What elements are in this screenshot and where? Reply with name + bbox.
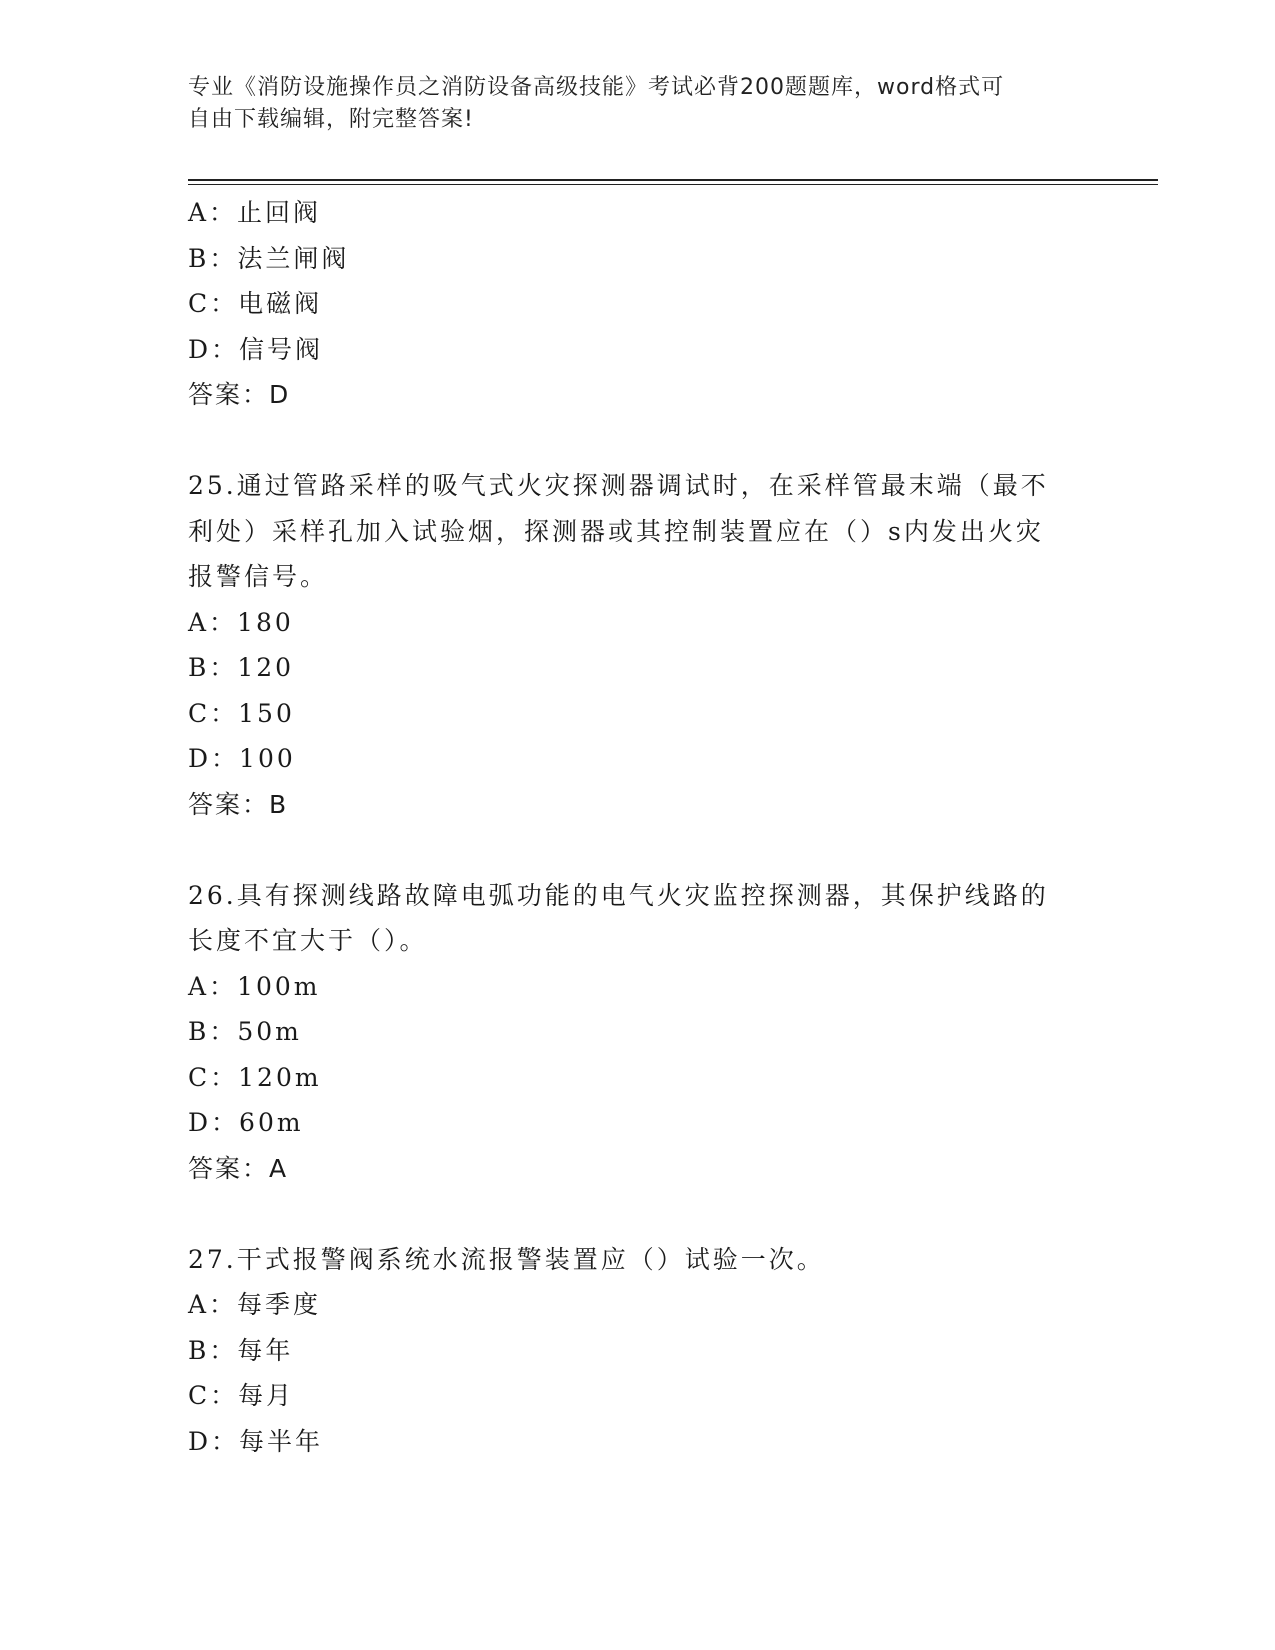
option-d: D：100 <box>188 744 296 773</box>
answer: 答案：B <box>188 789 289 819</box>
question-stem-line: 报警信号。 <box>188 562 329 591</box>
option-a: A：100m <box>188 971 321 1001</box>
option-b: B：法兰闸阀 <box>188 243 350 273</box>
option-b: B：每年 <box>188 1335 294 1365</box>
option-b: B：120 <box>188 653 295 682</box>
option-c: C：150 <box>188 698 295 728</box>
header-line-2: 自由下载编辑，附完整答案! <box>188 107 474 132</box>
option-c: C：120m <box>188 1062 322 1092</box>
question-24 <box>188 190 1088 418</box>
question-list <box>188 190 1088 1464</box>
spacer <box>188 827 1088 873</box>
spacer <box>188 1191 1088 1237</box>
option-d: D：60m <box>188 1108 304 1137</box>
document-header <box>188 72 1088 136</box>
option-c: C：每月 <box>188 1381 295 1410</box>
header-divider-thick <box>188 179 1158 181</box>
question-stem-line: 25.通过管路采样的吸气式火灾探测器调试时，在采样管最末端（最不 <box>188 471 1049 500</box>
spacer <box>188 418 1088 464</box>
option-d: D：信号阀 <box>188 334 324 364</box>
question-25 <box>188 463 1088 827</box>
header-divider-thin <box>188 184 1158 185</box>
option-c: C：电磁阀 <box>188 289 323 318</box>
option-a: A：止回阀 <box>188 198 322 227</box>
header-line-1: 专业《消防设施操作员之消防设备高级技能》考试必背200题题库，word格式可 <box>188 75 1005 100</box>
question-stem-line: 长度不宜大于（）。 <box>188 926 428 955</box>
option-d: D：每半年 <box>188 1426 324 1456</box>
answer: 答案：D <box>188 380 291 409</box>
question-27 <box>188 1237 1088 1465</box>
question-26 <box>188 873 1088 1192</box>
question-stem-line: 利处）采样孔加入试验烟，探测器或其控制装置应在（）s内发出火灾 <box>188 516 1044 546</box>
question-stem-line: 26.具有探测线路故障电弧功能的电气火灾监控探测器，其保护线路的 <box>188 880 1049 910</box>
option-a: A：每季度 <box>188 1290 322 1319</box>
option-b: B：50m <box>188 1017 302 1046</box>
option-a: A：180 <box>188 607 294 637</box>
question-stem-line: 27.干式报警阀系统水流报警装置应（）试验一次。 <box>188 1244 825 1274</box>
answer: 答案：A <box>188 1153 289 1183</box>
